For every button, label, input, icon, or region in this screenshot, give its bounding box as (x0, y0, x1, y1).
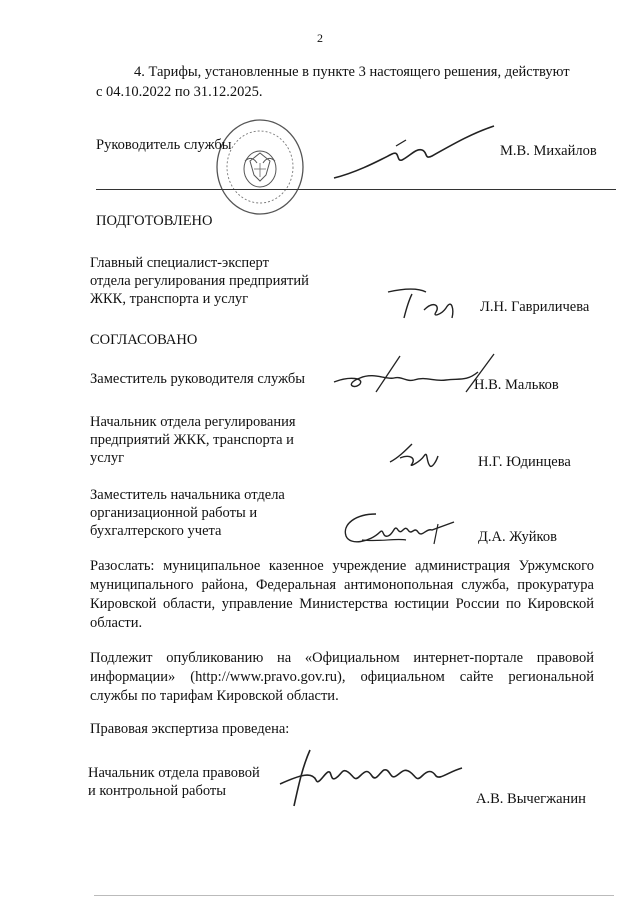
legal-name: А.В. Вычегжанин (476, 791, 586, 807)
signer-3-position-line-1: Заместитель начальника отдела (90, 487, 285, 503)
separator-line (96, 189, 616, 190)
signer-1-name: Н.В. Мальков (474, 377, 559, 393)
signer-2-name: Н.Г. Юдинцева (478, 454, 571, 470)
signer-3-position-line-3: бухгалтерского учета (90, 523, 222, 539)
prepared-position-line-2: отдела регулирования предприятий (90, 273, 309, 289)
agreed-heading: СОГЛАСОВАНО (90, 332, 198, 348)
prepared-signature (382, 280, 470, 322)
signer-3-position-line-2: организационной работы и (90, 505, 258, 521)
page-number: 2 (317, 31, 323, 45)
prepared-name: Л.Н. Гавриличева (480, 299, 590, 315)
prepared-position-line-3: ЖКК, транспорта и услуг (90, 291, 249, 307)
head-name: М.В. Михайлов (500, 143, 597, 159)
legal-signature (272, 744, 468, 812)
signer-2-position-line-3: услуг (90, 450, 125, 466)
publication-note: Подлежит опубликованию на «Официальном интернет-портале правовой информации» (http://www.pravo.gov.ru), официальном сайте региональной службы по тарифам Кировской области. (90, 650, 594, 704)
page-bottom-edge (94, 895, 614, 896)
legal-position-line-2: и контрольной работы (88, 783, 226, 799)
signer-1-position-line-1: Заместитель руководителя службы (90, 371, 306, 387)
head-position: Руководитель службы (96, 137, 232, 153)
clause-line-1: 4. Тарифы, установленные в пункте 3 настоящего решения, действуют (134, 64, 570, 80)
legal-position-line-1: Начальник отдела правовой (88, 765, 260, 781)
seal-stamp (214, 117, 306, 217)
clause-line-2: с 04.10.2022 по 31.12.2025. (96, 84, 263, 100)
head-signature (330, 120, 500, 190)
distribution-list: Разослать: муниципальное казенное учреждение администрация Уржумского муниципального района, Федеральная антимонопольная служба, прокуратура Кировской области, управление Министерства юстиции России по Кировской области. (90, 558, 594, 631)
signer-3-signature (336, 508, 460, 548)
signer-2-signature (386, 436, 440, 472)
prepared-heading: ПОДГОТОВЛЕНО (96, 213, 213, 229)
prepared-position-line-1: Главный специалист-эксперт (90, 255, 269, 271)
signer-2-position-line-2: предприятий ЖКК, транспорта и (90, 432, 294, 448)
signer-3-name: Д.А. Жуйков (478, 529, 557, 545)
signer-2-position-line-1: Начальник отдела регулирования (90, 414, 296, 430)
legal-review-note: Правовая экспертиза проведена: (90, 721, 290, 737)
